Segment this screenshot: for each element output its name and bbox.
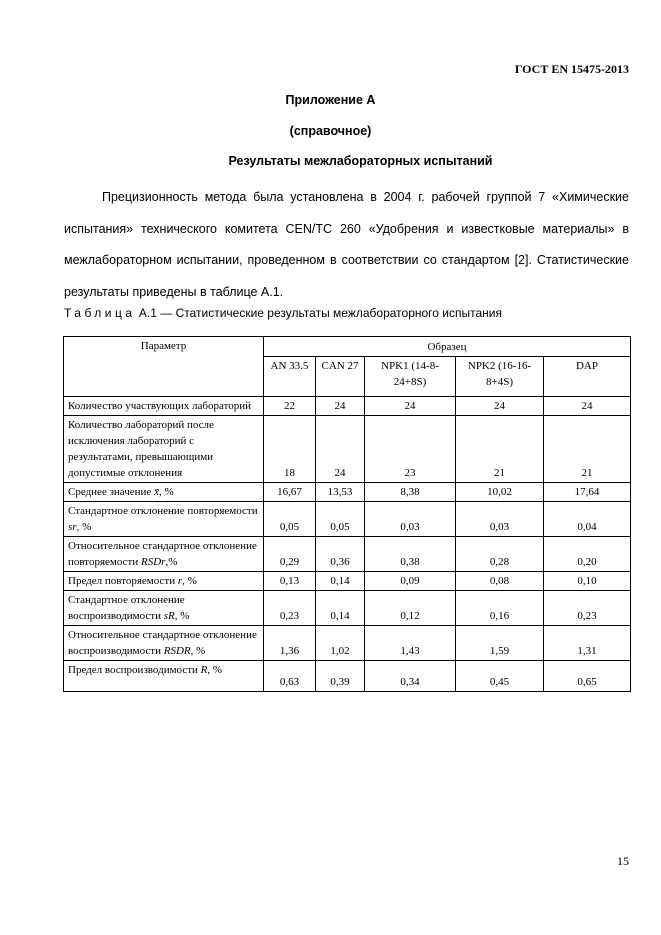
cell-value: 0,08 (456, 572, 544, 591)
page-number: 15 (617, 854, 629, 868)
cell-value: 1,02 (316, 626, 365, 661)
cell-value: 0,36 (316, 537, 365, 572)
cell-value: 0,45 (456, 661, 544, 692)
body-paragraph: Прецизионность метода была установлена в 2004 г. рабочей группой 7 «Химические испытания» технического комитета CEN/TC 260 «Удобрения и известковые материалы» в межлабораторном испытании, проведенном в соответствии со стандартом [2]. Статистические результаты приведены в таблице А.1. (64, 190, 629, 299)
label-suffix: , % (76, 521, 92, 533)
row-label (64, 661, 264, 692)
cell-value: 24 (365, 397, 456, 416)
table-row (64, 591, 631, 626)
label-text: Относительное стандартное отклонение повторяемости (68, 540, 257, 568)
cell-value: 18 (264, 416, 316, 483)
cell-value: 1,43 (365, 626, 456, 661)
cell-value: 21 (544, 416, 631, 483)
table-row (64, 626, 631, 661)
math-symbol: RSDR (163, 645, 191, 657)
math-symbol: RSDr (140, 556, 166, 568)
table-row (64, 483, 631, 502)
cell-value: 23 (365, 416, 456, 483)
cell-value: 1,36 (264, 626, 316, 661)
column-header: AN 33.5 (264, 357, 316, 397)
label-suffix: , % (158, 486, 174, 498)
cell-value: 0,16 (456, 591, 544, 626)
table-row (64, 397, 631, 416)
row-label (64, 591, 264, 626)
row-label (64, 572, 264, 591)
standard-code: ГОСТ EN 15475-2013 (514, 62, 629, 76)
table-caption (64, 306, 502, 320)
row-label (64, 626, 264, 661)
cell-value: 21 (456, 416, 544, 483)
cell-value: 0,23 (544, 591, 631, 626)
cell-value: 0,65 (544, 661, 631, 692)
cell-value: 0,38 (365, 537, 456, 572)
param-header: Параметр (64, 337, 264, 397)
cell-value: 0,14 (316, 591, 365, 626)
table-caption-prefix: Таблица (64, 306, 136, 320)
cell-value: 0,05 (316, 502, 365, 537)
cell-value: 24 (316, 416, 365, 483)
cell-value: 0,63 (264, 661, 316, 692)
row-label (64, 537, 264, 572)
cell-value: 0,04 (544, 502, 631, 537)
label-suffix: , % (207, 664, 223, 676)
cell-value: 17,64 (544, 483, 631, 502)
cell-value: 0,23 (264, 591, 316, 626)
cell-value: 0,20 (544, 537, 631, 572)
row-label (64, 502, 264, 537)
cell-value: 0,14 (316, 572, 365, 591)
cell-value: 0,03 (456, 502, 544, 537)
annex-subtitle: (справочное) (289, 124, 372, 138)
cell-value: 0,13 (264, 572, 316, 591)
cell-value: 0,34 (365, 661, 456, 692)
cell-value: 24 (316, 397, 365, 416)
cell-value: 0,10 (544, 572, 631, 591)
cell-value: 0,12 (365, 591, 456, 626)
annex-title: Приложение А (285, 93, 376, 107)
cell-value: 0,05 (264, 502, 316, 537)
label-suffix: , % (174, 610, 190, 622)
cell-value: 1,59 (456, 626, 544, 661)
cell-value: 0,39 (316, 661, 365, 692)
row-label: Количество участвующих лабораторий (64, 397, 264, 416)
cell-value: 24 (456, 397, 544, 416)
cell-value: 8,38 (365, 483, 456, 502)
math-symbol: R (200, 664, 208, 676)
cell-value: 0,29 (264, 537, 316, 572)
label-suffix: ,% (165, 556, 178, 568)
math-symbol: x̄ (154, 486, 159, 498)
table-row (64, 416, 631, 483)
label-text: Стандартное отклонение воспроизводимости (68, 594, 185, 622)
row-label: Количество лабораторий после исключения лабораторий с результатами, превышающими допустимые отклонения (64, 416, 264, 483)
label-text: Среднее значение (68, 486, 155, 498)
cell-value: 22 (264, 397, 316, 416)
cell-value: 13,53 (316, 483, 365, 502)
cell-value: 24 (544, 397, 631, 416)
label-text: Предел повторяемости (68, 575, 178, 587)
column-header: NPK1 (14-8-24+8S) (365, 357, 456, 397)
results-table (63, 336, 631, 692)
table-row (64, 502, 631, 537)
table-row (64, 661, 631, 692)
math-symbol: r (177, 575, 183, 587)
label-suffix: , % (182, 575, 197, 587)
cell-value: 16,67 (264, 483, 316, 502)
table-row (64, 537, 631, 572)
cell-value: 1,31 (544, 626, 631, 661)
column-header: DAP (544, 357, 631, 397)
row-label (64, 483, 264, 502)
sample-header: Образец (264, 337, 631, 357)
label-text: Предел воспроизводимости (68, 664, 201, 676)
section-title: Результаты межлабораторных испытаний (228, 154, 493, 168)
column-header: NPK2 (16-16-8+4S) (456, 357, 544, 397)
column-header: CAN 27 (316, 357, 365, 397)
cell-value: 0,03 (365, 502, 456, 537)
table-row (64, 572, 631, 591)
label-suffix: , % (190, 645, 206, 657)
table-caption-text: А.1 — Статистические результаты межлабораторного испытания (135, 306, 502, 320)
cell-value: 10,02 (456, 483, 544, 502)
label-text: Относительное стандартное отклонение воспроизводимости (68, 629, 257, 657)
math-symbol: sr (68, 521, 77, 533)
cell-value: 0,28 (456, 537, 544, 572)
cell-value: 0,09 (365, 572, 456, 591)
label-text: Стандартное отклонение повторяемости (68, 505, 258, 517)
math-symbol: sR (163, 610, 175, 622)
